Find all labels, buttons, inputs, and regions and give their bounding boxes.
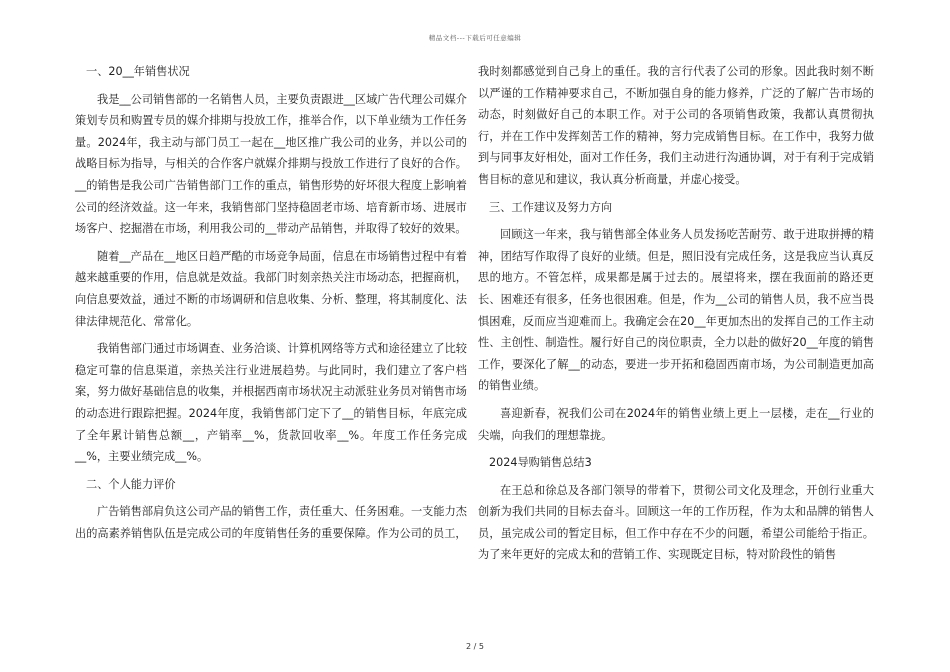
page-header: 精品文档---下载后可任意编辑 — [428, 34, 522, 42]
paragraph: 随着__产品在__地区日趋严酷的市场竞争局面，信息在市场销售过程中有着越来越重要的作用，信息就是效益。我部门时刻亲热关注市场动态，把握商机，向信息要效益，通过不断的市场调研和信息收集、分析、整理，将其制度化、法律法律规范化、常常化。 — [75, 249, 467, 328]
section-heading-sales-status: 一、20__年销售状况 — [86, 65, 190, 78]
paragraph: 我是__公司销售部的一名销售人员，主要负责跟进__区域广告代理公司媒介策划专员和购置专员的媒介排期与投放工作，推举合作，以下单业绩为工作任务量。2024年，我主动与部门员工一起在__地区推广我公司的业务，并以公司的战略目标为指导，与相关的合作客户就媒介排期与投放工作进行了良好的合作。__的销售是我公司广告销售部门工作的重点，销售形势的好坏很大程度上影响着公司的经济效益。这一年来，我销售部门坚持稳固老市场、培育新市场、进展市场客户、挖掘潜在市场，利用我公司的__带动产品销售，并取得了较好的效果。 — [75, 92, 467, 236]
paragraph-continued: 我时刻都感觉到自己身上的重任。我的言行代表了公司的形象。因此我时刻不断以严谨的工作精神要求自己，不断加强自身的能力修养，广泛的了解广告市场的动态，时刻做好自己的本职工作。对于公司的各项销售政策，我都认真贯彻执行，并在工作中发挥刻苦工作的精神，努力完成销售目标。在工作中，我努力做到与同事友好相处，面对工作任务，我们主动进行沟通协调，对于有利于完成销售目标的意见和建议，我认真分析商量，并虚心接受。 — [478, 65, 874, 186]
paragraph: 广告销售部肩负这公司产品的销售工作，责任重大、任务困难。一支能力杰出的高素养销售队伍是完成公司的年度销售任务的重要保障。作为公司的员工， — [75, 505, 467, 540]
left-column — [75, 61, 467, 550]
section-heading-summary-3: 2024导购销售总结3 — [489, 456, 592, 470]
paragraph: 我销售部门通过市场调查、业务洽谈、计算机网络等方式和途径建立了比较稳定可靠的信息渠道，亲热关注行业进展趋势。与此同时，我们建立了客户档案，努力做好基础信息的收集，并根据西南市场状况主动派驻业务员对销售市场的动态进行跟踪把握。2024年度，我销售部门定下了__的销售目标，年底完成了全年累计销售总额__，产销率__%，货款回收率__%。年度工作任务完成__%，主要业绩完成__%。 — [75, 342, 467, 464]
right-column — [478, 61, 874, 572]
paragraph: 喜迎新春，祝我们公司在2024年的销售业绩上更上一层楼，走在__行业的尖端，向我们的理想靠拢。 — [478, 406, 874, 442]
section-heading-suggestions: 三、工作建议及努力方向 — [489, 200, 613, 214]
paragraph: 回顾这一年来，我与销售部全体业务人员发扬吃苦耐劳、敢于进取拼搏的精神，团结写作取得了良好的业绩。但是，照旧没有完成任务，这是我应当认真反思的地方。不管怎样，成果都是属于过去的。展望将来，摆在我面前的路还更长、困难还有很多，任务也很困难。但是，作为__公司的销售人员，我不应当畏惧困难，反而应当迎难而上。我确定会在20__年更加杰出的发挥自己的工作主动性、主创性、制造性。履行好自己的岗位职责，全力以赴的做好20__年度的销售工作，要深化了解__的动态，要进一步开拓和稳固西南市场，为公司制造更加高的销售业绩。 — [478, 228, 874, 393]
paragraph: 在王总和徐总及各部门领导的带着下，贯彻公司文化及理念，开创行业重大创新为我们共同的目标去奋斗。回顾这一年的工作历程，作为太和品牌的销售人员，虽完成公司的暂定目标，但工作中存在不少的问题，希望公司能给于指正。为了来年更好的完成太和的营销工作、实现既定目标，特对阶段性的销售 — [478, 483, 874, 562]
page-number: 2 / 5 — [466, 642, 484, 651]
section-heading-ability: 二、个人能力评价 — [86, 477, 176, 491]
